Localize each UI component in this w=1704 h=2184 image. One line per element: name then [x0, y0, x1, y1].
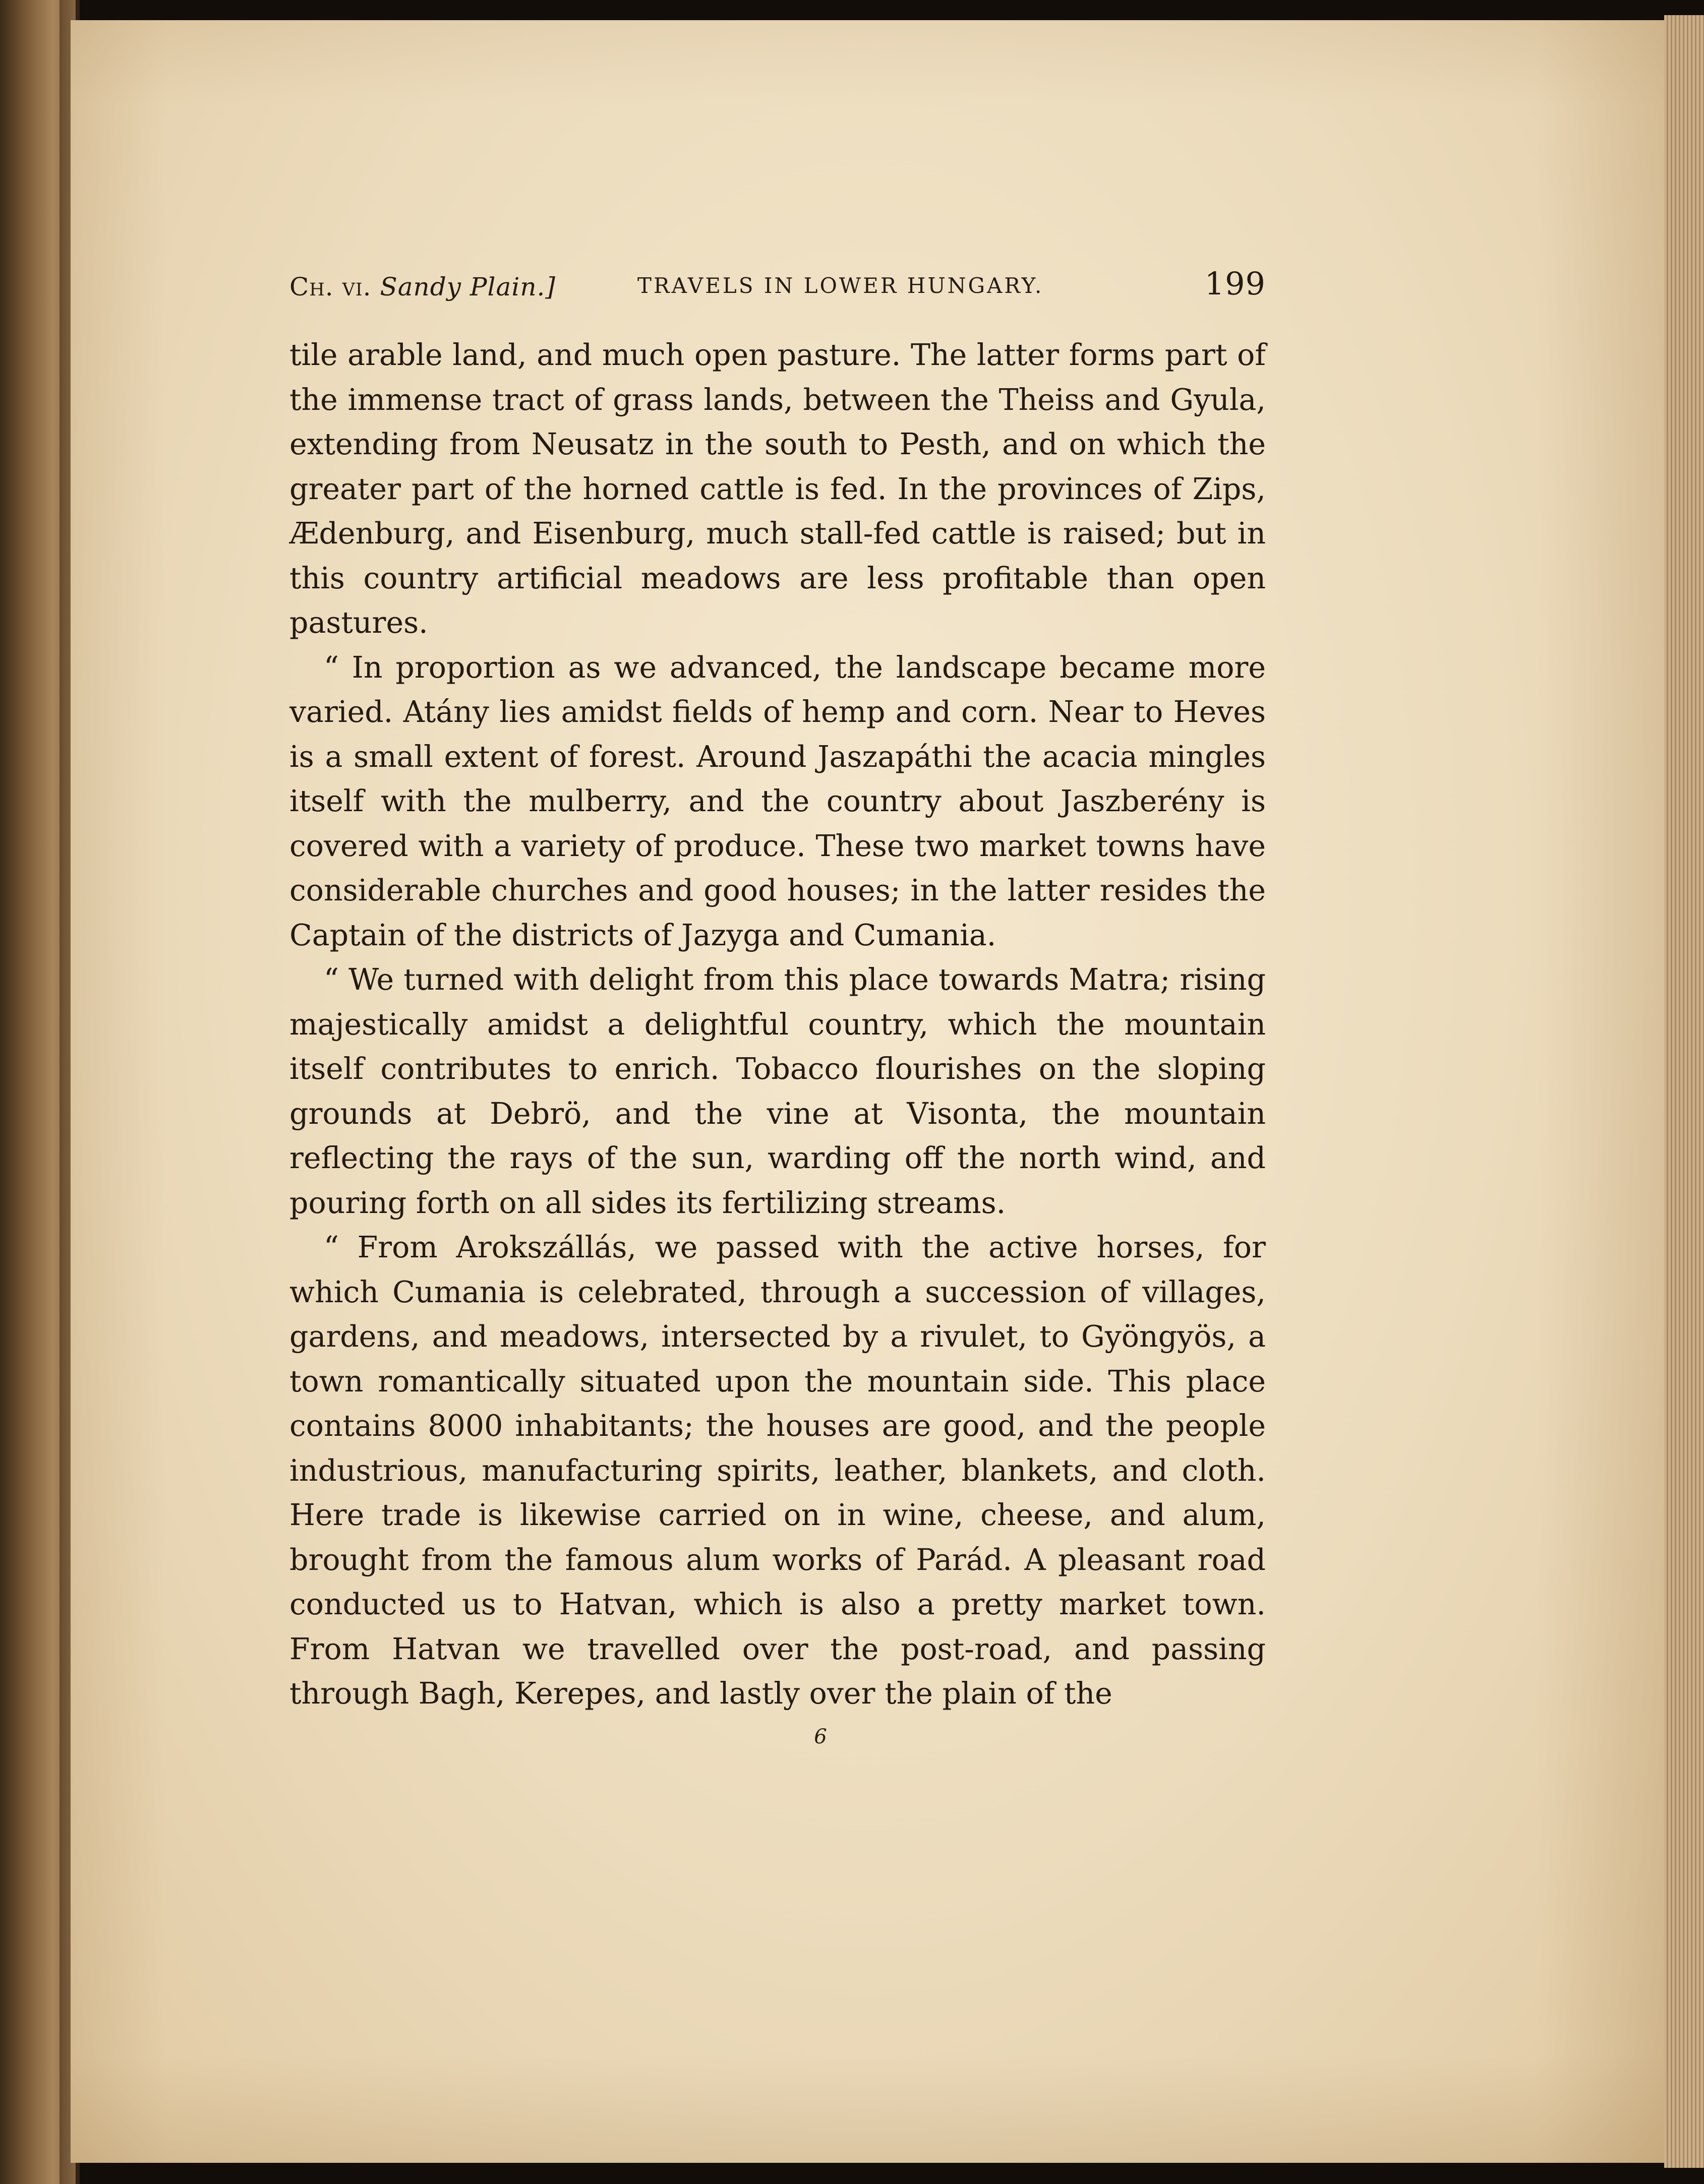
page-content	[289, 262, 1266, 1748]
paragraph-3: “ We turned with delight from this place towards Matra; rising majestically amidst a delightful country, which the mountain itself contributes to enrich. Tobacco flourishes on the sloping grounds at Debrö, and the vine at Visonta, the mountain reflecting the rays of the sun, warding off the north wind, and pouring forth on all sides its fertilizing streams.	[289, 962, 1266, 1220]
paragraph-2: “ In proportion as we advanced, the landscape became more varied. Atány lies amidst fields of hemp and corn. Near to Heves is a small extent of forest. Around Jaszapáthi the acacia mingles itself with the mulberry, and the country about Jaszberény is covered with a variety of produce. These two market towns have considerable churches and good houses; in the latter resides the Captain of the districts of Jazyga and Cumania.	[289, 650, 1266, 952]
running-head	[289, 262, 1266, 308]
signature-mark: 6	[814, 1725, 827, 1748]
page-number: 199	[1204, 265, 1266, 302]
running-head-section	[289, 272, 556, 301]
page-stack-edges	[1664, 15, 1704, 2168]
running-head-title: TRAVELS IN LOWER HUNGARY.	[637, 273, 1044, 298]
section-label: Sandy Plain.]	[380, 272, 556, 301]
paragraph-1: tile arable land, and much open pasture. The latter forms part of the immense tract of grass lands, between the Theiss and Gyula, extending from Neusatz in the south to Pesth, and on which the greater part of the horned cattle is fed. In the provinces of Zips, Ædenburg, and Eisenburg, much stall-fed cattle is raised; but in this country artificial meadows are less profitable than open pastures.	[289, 338, 1266, 640]
body-text	[289, 333, 1266, 1716]
paragraph-4: “ From Arokszállás, we passed with the active horses, for which Cumania is celebrated, through a succession of villages, gardens, and meadows, intersected by a rivulet, to Gyöngyös, a town romantically situated upon the mountain side. This place contains 8000 inhabitants; the houses are good, and the people industrious, manufacturing spirits, leather, blankets, and cloth. Here trade is likewise carried on in wine, cheese, and alum, brought from the famous alum works of Parád. A pleasant road conducted us to Hatvan, which is also a pretty market town. From Hatvan we travelled over the post-road, and passing through Bagh, Kerepes, and lastly over the plain of the	[289, 1230, 1266, 1711]
chapter-label: Ch. vi.	[289, 272, 372, 301]
